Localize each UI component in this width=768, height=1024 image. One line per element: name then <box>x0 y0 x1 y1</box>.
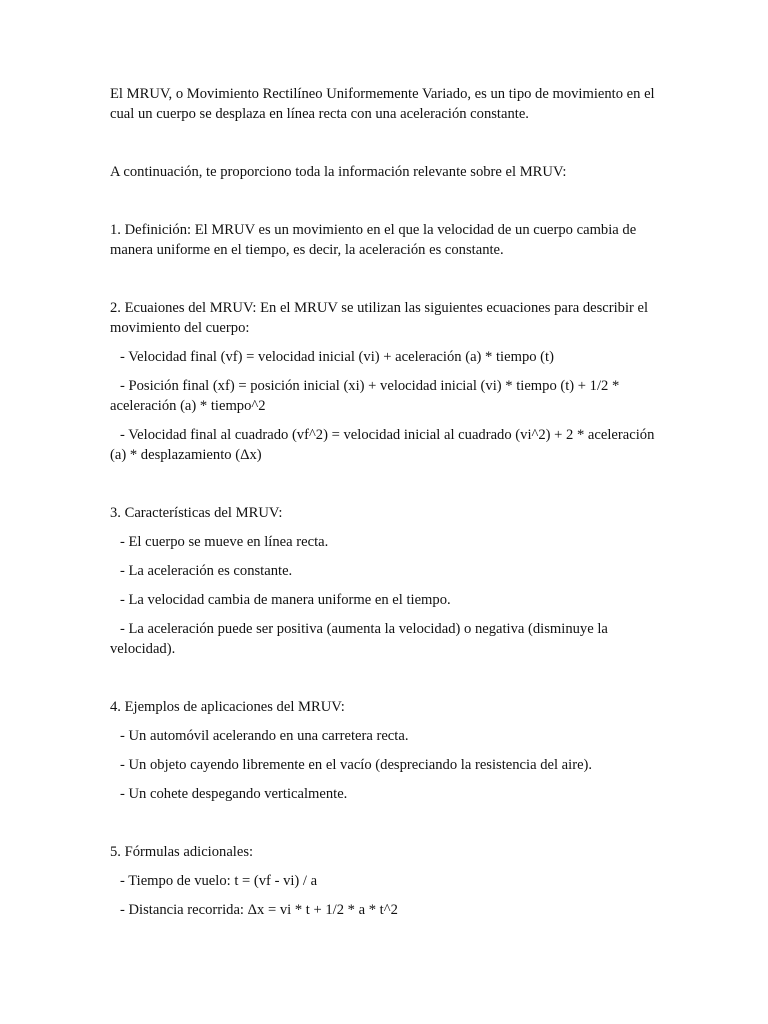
definition-paragraph: 1. Definición: El MRUV es un movimiento en el que la velocidad de un cuerpo cambia de manera uniforme en el tiempo, es decir, la aceleración es constante. <box>110 222 637 258</box>
example-item: - Un automóvil acelerando en una carretera recta. <box>120 728 409 744</box>
formula-item: - Distancia recorrida: Δx = vi * t + 1/2 * a * t^2 <box>120 902 398 918</box>
equation-item: - Velocidad final (vf) = velocidad inicial (vi) + aceleración (a) * tiempo (t) <box>120 349 554 365</box>
example-item: - Un objeto cayendo libremente en el vacío (despreciando la resistencia del aire). <box>120 757 593 773</box>
equations-section <box>110 298 658 465</box>
document-page <box>110 84 658 958</box>
characteristic-item: - La velocidad cambia de manera uniforme en el tiempo. <box>120 592 451 608</box>
lead-paragraph: A continuación, te proporciono toda la información relevante sobre el MRUV: <box>110 164 567 180</box>
equations-heading: 2. Ecuaiones del MRUV: En el MRUV se utilizan las siguientes ecuaciones para describir el movimiento del cuerpo: <box>110 300 649 336</box>
formulas-section <box>110 842 658 920</box>
characteristic-item: - La aceleración puede ser positiva (aumenta la velocidad) o negativa (disminuye la velocidad). <box>110 621 608 657</box>
characteristics-heading: 3. Características del MRUV: <box>110 505 283 521</box>
examples-heading: 4. Ejemplos de aplicaciones del MRUV: <box>110 699 345 715</box>
characteristics-section <box>110 503 658 659</box>
characteristic-item: - La aceleración es constante. <box>120 563 293 579</box>
definition-section <box>110 220 658 260</box>
characteristic-item: - El cuerpo se mueve en línea recta. <box>120 534 329 550</box>
example-item: - Un cohete despegando verticalmente. <box>120 786 348 802</box>
formulas-heading: 5. Fórmulas adicionales: <box>110 844 254 860</box>
intro-paragraph: El MRUV, o Movimiento Rectilíneo Uniformemente Variado, es un tipo de movimiento en el cual un cuerpo se desplaza en línea recta con una aceleración constante. <box>110 86 655 122</box>
equation-item: - Velocidad final al cuadrado (vf^2) = velocidad inicial al cuadrado (vi^2) + 2 * aceleración (a) * desplazamiento (Δx) <box>110 427 655 463</box>
equation-item: - Posición final (xf) = posición inicial (xi) + velocidad inicial (vi) * tiempo (t) + 1/2 * aceleración (a) * tiempo^2 <box>110 378 620 414</box>
examples-section <box>110 697 658 804</box>
formula-item: - Tiempo de vuelo: t = (vf - vi) / a <box>120 873 318 889</box>
